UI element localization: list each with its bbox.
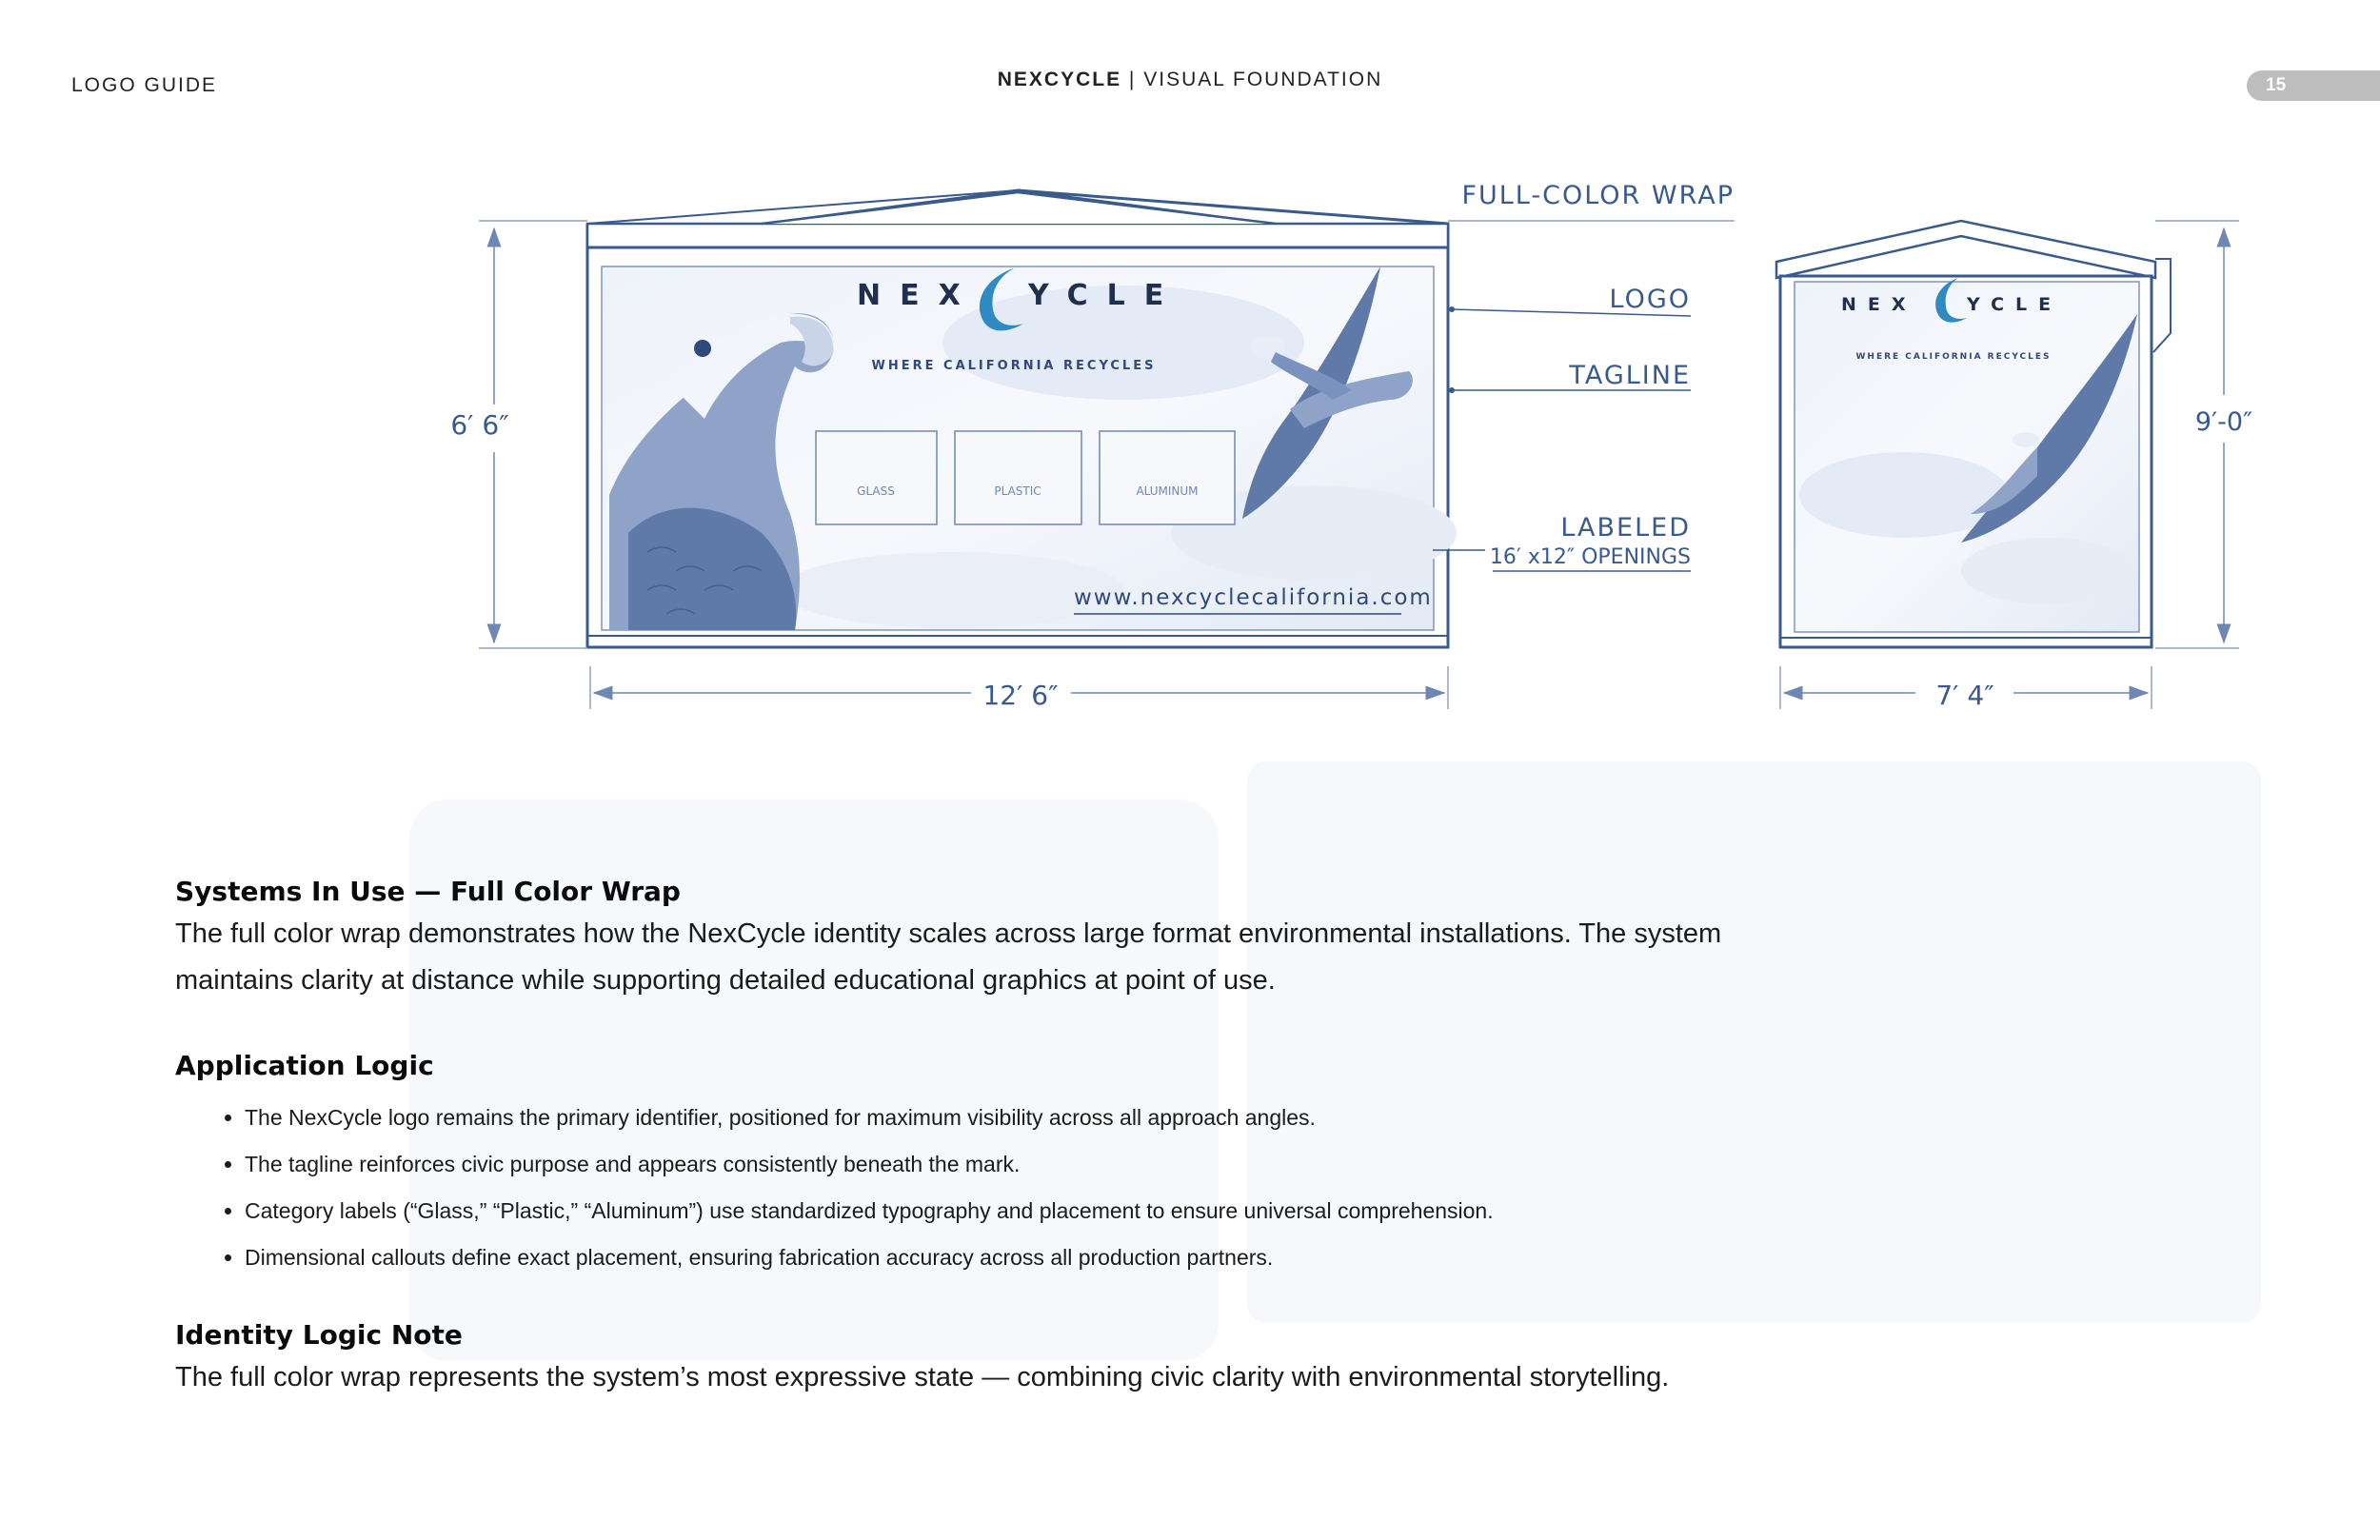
callout-logo xyxy=(1449,285,1691,316)
svg-text:16′ x12″ OPENINGS: 16′ x12″ OPENINGS xyxy=(1489,545,1691,569)
small-logo-left: NEX xyxy=(1841,294,1917,315)
systems-in-use-heading: Systems In Use — Full Color Wrap xyxy=(175,876,681,907)
title-separator: | xyxy=(1128,69,1137,90)
wrap-url: www.nexcyclecalifornia.com xyxy=(1074,585,1433,610)
svg-text:ALUMINUM: ALUMINUM xyxy=(1136,484,1199,498)
svg-text:7′ 4″: 7′ 4″ xyxy=(1935,680,1994,711)
identity-logic-note-heading: Identity Logic Note xyxy=(175,1319,463,1351)
title-subtitle: VISUAL FOUNDATION xyxy=(1143,69,1383,90)
callout-tagline xyxy=(1449,361,1691,393)
identity-logic-note-body: The full color wrap represents the system’s most expressive state — combining civic clarity with environmental storytelling. xyxy=(175,1362,1670,1392)
large-width-dimension xyxy=(590,666,1448,711)
section-label: LOGO GUIDE xyxy=(71,74,218,96)
svg-text:9′-0″: 9′-0″ xyxy=(2194,407,2253,437)
opening-glass xyxy=(816,431,937,524)
small-width-dimension xyxy=(1780,666,2152,711)
list-item: • The tagline reinforces civic purpose and appears consistently beneath the mark. xyxy=(245,1141,1794,1188)
list-item: • Category labels (“Glass,” “Plastic,” “Aluminum”) use standardized typography and placement to ensure universal comprehension. xyxy=(245,1188,1794,1234)
body-content xyxy=(175,876,1794,1401)
svg-text:FULL-COLOR WRAP: FULL-COLOR WRAP xyxy=(1461,181,1735,210)
svg-text:6′ 6″: 6′ 6″ xyxy=(450,409,509,441)
small-tagline: WHERE CALIFORNIA RECYCLES xyxy=(1855,352,2052,362)
callout-full-color-wrap xyxy=(1448,181,1735,221)
enclosure-diagram xyxy=(0,0,2380,761)
svg-text:TAGLINE: TAGLINE xyxy=(1569,361,1691,390)
large-enclosure xyxy=(587,190,1457,647)
wrap-logo-left: NEX xyxy=(857,279,980,312)
small-logo-right: YCLE xyxy=(1967,294,2063,315)
page-number: 15 xyxy=(2247,70,2380,101)
small-roof xyxy=(1776,221,2155,278)
svg-text:LOGO: LOGO xyxy=(1609,285,1691,314)
application-logic-heading: Application Logic xyxy=(175,1050,434,1081)
opening-plastic xyxy=(955,431,1081,524)
systems-in-use-body: The full color wrap demonstrates how the NexCycle identity scales across large format environmental installations. The system maintains clarity at distance while supporting detailed educational graphics at point of use. xyxy=(175,918,1722,996)
list-item: • The NexCycle logo remains the primary identifier, positioned for maximum visibility across all approach angles. xyxy=(245,1095,1794,1141)
brand-name: NEXCYCLE xyxy=(997,69,1122,90)
wrap-tagline: WHERE CALIFORNIA RECYCLES xyxy=(871,359,1157,373)
svg-text:12′ 6″: 12′ 6″ xyxy=(982,680,1059,711)
wrap-logo-right: YCLE xyxy=(1028,279,1183,312)
svg-text:GLASS: GLASS xyxy=(857,484,895,498)
callout-labeled-openings xyxy=(1433,513,1691,571)
list-item: • Dimensional callouts define exact placement, ensuring fabrication accuracy across all production partners. xyxy=(245,1234,1794,1281)
svg-text:PLASTIC: PLASTIC xyxy=(994,484,1041,498)
small-enclosure xyxy=(1776,221,2171,647)
svg-text:LABELED: LABELED xyxy=(1560,513,1691,543)
opening-aluminum xyxy=(1100,431,1235,524)
application-logic-list xyxy=(175,1095,1794,1281)
large-height-dimension xyxy=(450,221,587,648)
